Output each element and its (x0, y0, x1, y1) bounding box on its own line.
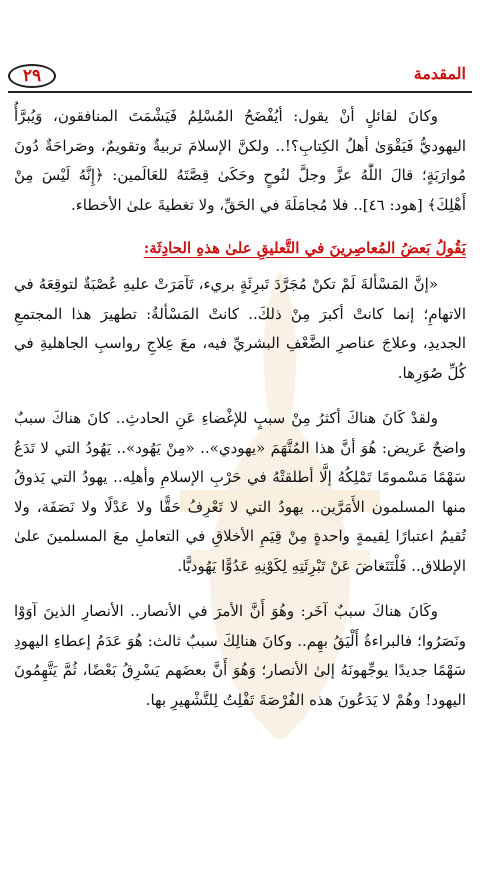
chapter-title: المقدمة (413, 64, 466, 83)
page-number-badge: ٢٩ (8, 64, 56, 88)
page-body (14, 102, 466, 850)
section-heading: يَقُولُ بَعضُ المُعاصِرينَ في التَّعليقِ علىٰ هذهِ الحادِثَة: (143, 239, 466, 257)
header-divider (8, 91, 472, 93)
paragraph-first-reason: ولقدْ كَانَ هناكَ أكثرُ مِنْ سببٍ للإغْضاءِ عَنِ الحادثِ.. كانَ هناكَ سببٌ واضحٌ عَريض: هُوَ أنَّ هذا المُتَّهَمَ «يهودي».. «مِنْ يَهُود».. يَهُودُ التي لا تَدَعُ سَهْمًا مَسْمومًا تَمْلِكُهُ إلَّا أطلقتْهُ في حَرْبِ الإسلامِ وأهلِه.. يهودُ التي يَذوقُ منها المسلمون الأَمَرَّين.. يهودُ التي لا تَعْرِفُ حَقًّا ولا عَدْلًا ولا نَصَفَة، ولا تُقيمُ اعتبارًا لِقيمةٍ واحدةٍ مِنْ قِيَمِ الأخلاقِ في التعاملِ معَ المسلمينَ علىٰ الإطلاق.. فَلْتَتَغاضَ عَنْ تَبْرِئَتِهِ لِكَوْنِهِ عَدُوًّا يَهُوديًّا. (14, 409, 466, 575)
paragraph-quote-start: «إنَّ المَسْألةَ لَمْ تكنْ مُجَرَّدَ تَبرِئَةٍ بريء، تَآمَرَتْ عليهِ عُصْبَةٌ لتوقِعَهُ في الاتهامِ؛ إنما كانتْ أكبرَ مِنْ ذلكَ.. كانتْ المَسْألةُ: تطهيرَ هذا المجتمعِ الجديدِ، وعلاجَ عناصرِ الضَّعْفِ البشريِّ فيه، معَ عِلاجِ رواسبِ الجاهليةِ في كُلِّ صُوَرِها. (14, 275, 466, 382)
page-header (0, 0, 480, 92)
paragraph-other-reasons: وكَانَ هناكَ سببٌ آخَر: وهُوَ أَنَّ الأمرَ في الأنصار.. الأنصارِ الذينَ آوَوْا ونَصَرُوا؛ فالبراءةُ أَلْيَقُ بهِم.. وكانَ هنالِكَ سببٌ ثالث: هُوَ عَدَمُ إعطاءِ اليهودِ سَهْمًا جديدًا يوجِّهونَهُ إلىٰ الأنصار؛ وَهُوَ أَنَّ بعضَهم يَسْرِقُ بَعْضًا، ثُمَّ يَتَّهِمُونَ اليهود! وهُمْ لا يَدَعُونَ هذه الفُرْصَةَ تَفْلِتُ لِلتَّشْهيرِ بها. (14, 602, 466, 709)
paragraph-intro: وكانَ لقائلٍ أنْ يقول: أيُفْضَحُ المُسْلِمُ فَيَشْمَتَ المنافقون، وَيُبرَّأُ اليهوديُّ فَيَقْوَىٰ أهلُ الكِتابِ؟!.. ولكنَّ الإسلامَ تربيةٌ وتقويمٌ، وصَراحَةٌ دُونَ مُوارَبَةٍ؛ قالَ اللّٰهُ عزَّ وجلَّ لنُوحٍ وحَكَىٰ قِصَّتَهُ للعَالَمين: ﴿إِنَّهُ لَيْسَ مِنْ أَهْلِكَ﴾ [هود: ٤٦].. فلا مُجامَلَةَ في الحَقِّ، ولا تغطيةَ علىٰ الأخطاء. (14, 107, 466, 214)
